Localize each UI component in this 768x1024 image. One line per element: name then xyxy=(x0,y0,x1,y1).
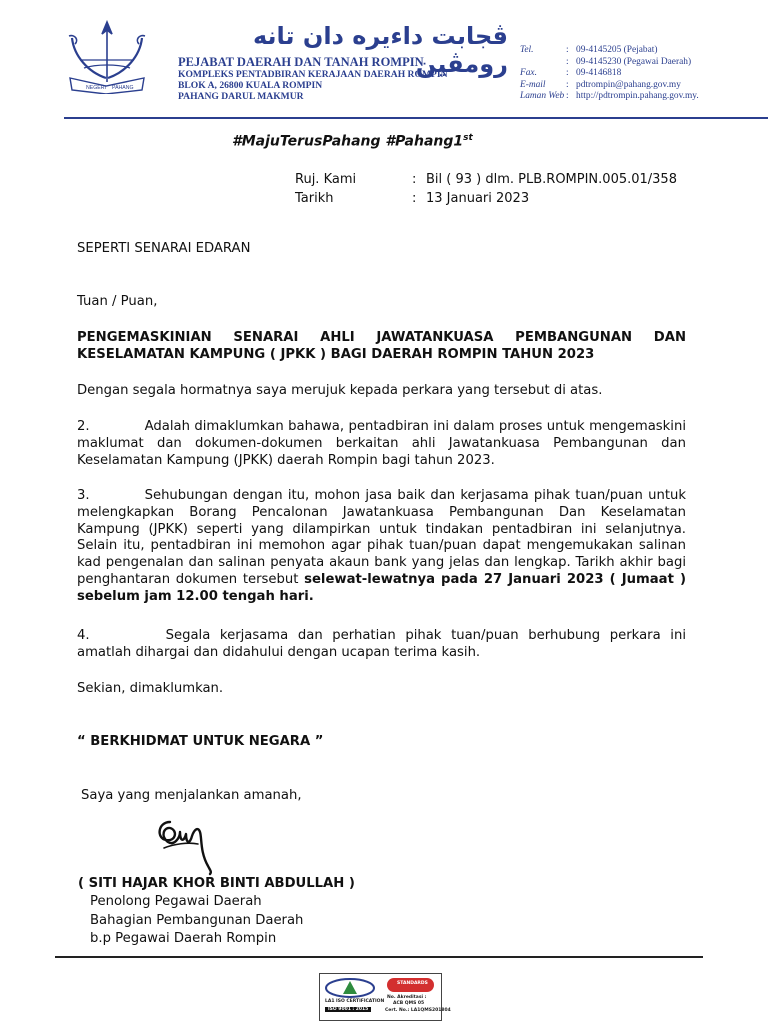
iso-badge-icon xyxy=(323,977,378,999)
contact-value: http://pdtrompin.pahang.gov.my. xyxy=(576,91,699,101)
handwritten-signature xyxy=(150,808,222,876)
contact-separator: : xyxy=(566,68,569,78)
contact-row xyxy=(520,68,699,80)
contact-value: 09-4145230 (Pegawai Daerah) xyxy=(576,56,692,67)
contact-separator: : xyxy=(566,79,569,90)
paragraph-3-number: 3. xyxy=(77,488,90,503)
standards-accreditation-label: No. Akreditasi : xyxy=(387,995,427,1000)
date-value: 13 Januari 2023 xyxy=(426,191,530,206)
contact-label: Laman Web xyxy=(520,91,565,101)
header-divider xyxy=(64,117,768,119)
contact-label: Tel. xyxy=(520,45,534,55)
iso-badge-standard: ISO 9001 : 2015 xyxy=(325,1007,371,1012)
trust-statement: Saya yang menjalankan amanah, xyxy=(81,788,302,803)
contact-separator: : xyxy=(566,45,569,55)
contact-row xyxy=(520,45,699,57)
signer-title-3: b.p Pegawai Daerah Rompin xyxy=(90,931,277,947)
paragraph-4 xyxy=(77,628,686,662)
motto: “ BERKHIDMAT UNTUK NEGARA ” xyxy=(77,734,324,749)
reference-block xyxy=(295,170,677,208)
hashtag-superscript: st xyxy=(463,133,473,143)
contact-row xyxy=(520,91,699,103)
paragraph-2-text: Adalah dimaklumkan bahawa, pentadbiran ini dalam proses untuk mengemaskini maklumat dan dokumen-dokumen berkaitan ahli Jawatankuasa Pembangunan dan Keselamatan Kampung (JPKK) daerah Rompin bagi tahun 2023. xyxy=(77,419,686,468)
contact-label: Fax. xyxy=(520,68,537,78)
address-line-3: PAHANG DARUL MAKMUR xyxy=(178,91,304,102)
contact-row xyxy=(520,80,699,92)
subject-line: PENGEMASKINIAN SENARAI AHLI JAWATANKUASA PEMBANGUNAN DAN KESELAMATAN KAMPUNG ( JPKK ) BAGI DAERAH ROMPIN TAHUN 2023 xyxy=(77,330,686,362)
contact-separator: : xyxy=(566,91,569,101)
contact-value: pdtrompin@pahang.gov.my xyxy=(576,79,681,90)
contact-separator: : xyxy=(566,56,569,67)
paragraph-3-deadline: selewat-lewatnya pada 27 Januari 2023 ( Jumaat ) sebelum jam 12.00 tengah hari. xyxy=(77,571,686,604)
logo-ribbon-right: PAHANG xyxy=(112,85,134,91)
contact-value: 09-4146818 xyxy=(576,68,622,78)
salutation: Tuan / Puan, xyxy=(77,294,158,309)
office-address-block xyxy=(178,55,448,102)
logo-ribbon-left: NEGERI xyxy=(86,85,106,91)
date-colon: : xyxy=(412,191,417,206)
address-line-2: BLOK A, 26800 KUALA ROMPIN xyxy=(178,80,323,91)
paragraph-2 xyxy=(77,419,686,469)
office-name: PEJABAT DAERAH DAN TANAH ROMPIN xyxy=(178,55,424,69)
address-line-1: KOMPLEKS PENTADBIRAN KERAJAAN DAERAH ROMPIN xyxy=(178,69,448,80)
jawi-office-title: ڤجابت داءيره دان تانه رومڤين xyxy=(252,22,508,78)
signer-block xyxy=(78,875,355,949)
iso-badge-top-text: LA1 ISO CERTIFICATION xyxy=(325,999,385,1004)
recipient: SEPERTI SENARAI EDARAN xyxy=(77,241,251,256)
paragraph-4-text: Segala kerjasama dan perhatian pihak tuan/puan berhubung perkara ini amatlah dihargai dan didahului dengan ucapan terima kasih. xyxy=(77,628,686,660)
signer-title-2: Bahagian Pembangunan Daerah xyxy=(90,912,304,928)
paragraph-3 xyxy=(77,488,686,606)
paragraph-4-number: 4. xyxy=(77,628,90,643)
standards-badge xyxy=(383,977,451,1015)
footer-divider xyxy=(55,956,703,958)
ruj-value: Bil ( 93 ) dlm. PLB.ROMPIN.005.01/358 xyxy=(426,172,677,187)
closing: Sekian, dimaklumkan. xyxy=(77,681,224,696)
hashtag-slogan xyxy=(232,133,473,150)
contact-value: 09-4145205 (Pejabat) xyxy=(576,45,658,55)
ruj-label: Ruj. Kami xyxy=(295,172,357,187)
standards-badge-label: STANDARDS xyxy=(397,981,428,986)
contact-label xyxy=(520,57,566,69)
signer-title-1: Penolong Pegawai Daerah xyxy=(90,894,262,910)
certification-badges xyxy=(319,973,451,1021)
signer-name: ( SITI HAJAR KHOR BINTI ABDULLAH ) xyxy=(78,876,355,891)
contact-block xyxy=(520,45,699,103)
date-label: Tarikh xyxy=(295,191,334,206)
paragraph-2-number: 2. xyxy=(77,419,90,434)
iso-certification-badge xyxy=(323,977,385,1015)
paragraph-3-text: Sehubungan dengan itu, mohon jasa baik dan kerjasama pihak tuan/puan untuk melengkapkan Borang Pencalonan Jawatankuasa Pembangunan Dan Keselamatan Kampung (JPKK) seperti yang dilampirkan untuk tindakan pentadbiran ini selanjutnya. Selain itu, pentadbiran ini memohon agar pihak tuan/puan dapat mengemukakan salinan kad pengenalan dan salinan penyata akaun bank yang jelas dan lengkap. Tarikh akhir bagi penghantaran dokumen tersebut xyxy=(77,488,686,587)
ruj-colon: : xyxy=(412,172,417,187)
contact-row xyxy=(520,57,699,69)
reference-row xyxy=(295,189,677,208)
reference-row xyxy=(295,170,677,189)
standards-accreditation-code: ACB QMS 05 xyxy=(393,1001,425,1006)
hashtag-text: #MajuTerusPahang #Pahang1 xyxy=(232,133,464,150)
standards-cert-number: Cert. No.: LA1QMS201804 xyxy=(385,1008,451,1013)
contact-label: E-mail xyxy=(520,79,546,90)
pahang-crest-logo xyxy=(66,20,148,94)
opening-paragraph: Dengan segala hormatnya saya merujuk kepada perkara yang tersebut di atas. xyxy=(77,383,603,398)
